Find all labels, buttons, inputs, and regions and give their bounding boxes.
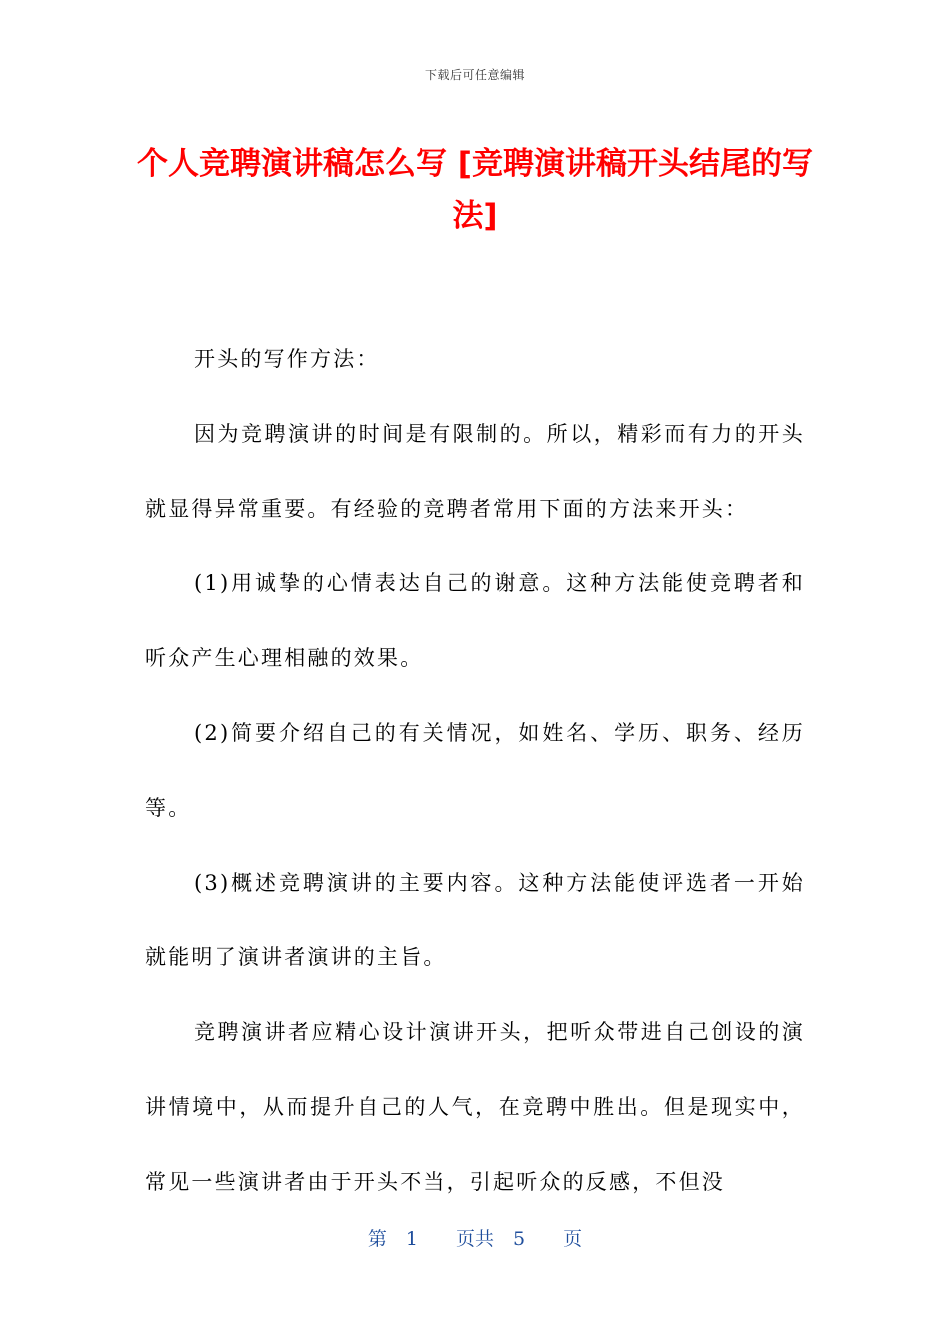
paragraph: (2)简要介绍自己的有关情况，如姓名、学历、职务、经历等。 xyxy=(145,720,805,820)
paragraph: (1)用诚挚的心情表达自己的谢意。这种方法能使竞聘者和听众产生心理相融的效果。 xyxy=(145,571,805,671)
page-number-footer: 第 1 页共 5 页 xyxy=(367,1228,583,1250)
paragraph: 竞聘演讲者应精心设计演讲开头，把听众带进自己创设的演讲情境中，从而提升自己的人气，在竞聘中胜出。但是现实中，常见一些演讲者由于开头不当，引起听众的反感，不但没 xyxy=(145,1020,805,1194)
paragraph: (3)概述竞聘演讲的主要内容。这种方法能使评选者一开始就能明了演讲者演讲的主旨。 xyxy=(145,870,805,970)
paragraph: 开头的写作方法： xyxy=(194,347,380,371)
document-title: 个人竞聘演讲稿怎么写 [竞聘演讲稿开头结尾的写法] xyxy=(137,146,813,234)
header-note: 下载后可任意编辑 xyxy=(424,68,525,82)
document-body xyxy=(145,322,805,1220)
paragraph: 因为竞聘演讲的时间是有限制的。所以，精彩而有力的开头就显得异常重要。有经验的竞聘者常用下面的方法来开头： xyxy=(145,421,805,521)
